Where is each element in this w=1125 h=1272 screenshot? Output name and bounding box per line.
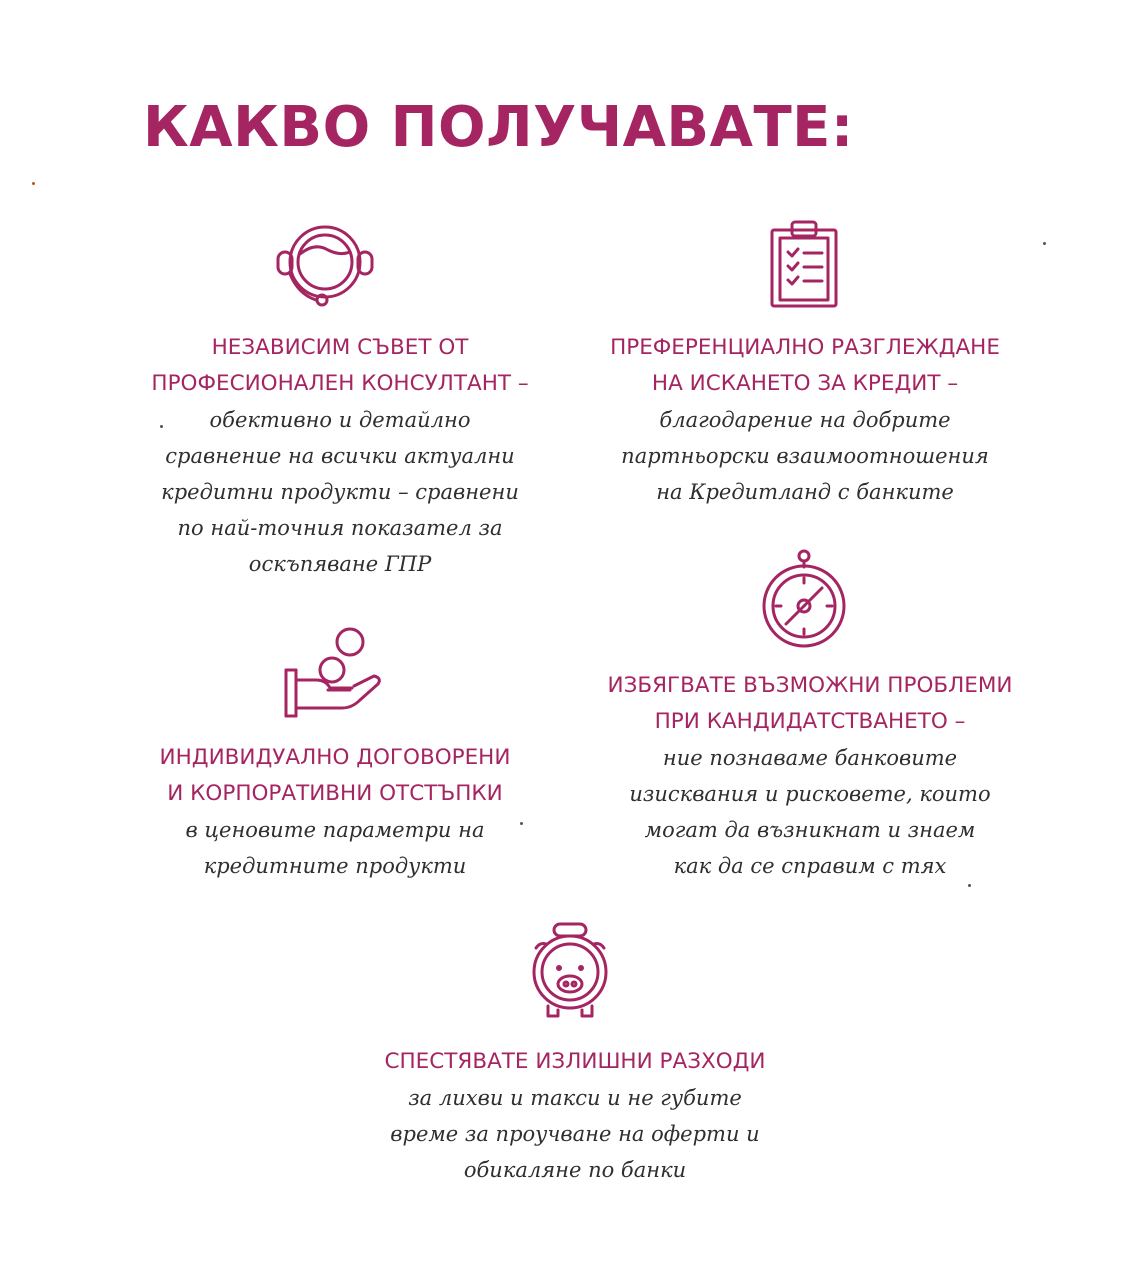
scan-speck	[520, 822, 523, 825]
benefit-savings	[340, 1044, 810, 1188]
hand-coins-icon	[282, 626, 386, 722]
benefit-description: за лихви и такси и не губите време за проучване на оферти и обикаляне по банки	[390, 1086, 760, 1182]
piggy-bank-icon	[526, 920, 614, 1020]
benefit-description: обективно и детайлно сравнение на всички актуални кредитни продукти – сравнени по най-точния показател за оскъпяване ГПР	[161, 408, 519, 576]
page-title: КАКВО ПОЛУЧАВАТЕ:	[143, 95, 854, 160]
benefit-preferential-review	[580, 330, 1030, 510]
scan-speck	[32, 182, 35, 185]
benefit-consultant	[110, 330, 570, 582]
compass-icon	[758, 548, 850, 648]
consultant-headset-icon	[270, 222, 380, 310]
benefit-heading: ПРЕФЕРЕНЦИАЛНО РАЗГЛЕЖДАНЕ НА ИСКАНЕТО ЗА КРЕДИТ –	[610, 335, 1000, 396]
benefit-description: в ценовите параметри на кредитните продукти	[185, 818, 485, 878]
benefit-heading: НЕЗАВИСИМ СЪВЕТ ОТ ПРОФЕСИОНАЛЕН КОНСУЛТАНТ –	[151, 335, 529, 396]
benefit-discounts	[110, 740, 560, 884]
benefit-heading: ИНДИВИДУАЛНО ДОГОВОРЕНИ И КОРПОРАТИВНИ ОТСТЪПКИ	[159, 745, 511, 806]
benefit-description: ние познаваме банковите изисквания и рисковете, които могат да възникнат и знаем как да се справим с тях	[629, 746, 991, 878]
scan-speck	[968, 884, 971, 887]
clipboard-checklist-icon	[768, 220, 840, 310]
benefit-heading: СПЕСТЯВАТЕ ИЗЛИШНИ РАЗХОДИ	[384, 1049, 766, 1074]
benefit-avoid-problems	[580, 668, 1040, 884]
scan-speck	[160, 425, 163, 428]
benefit-heading: ИЗБЯГВАТЕ ВЪЗМОЖНИ ПРОБЛЕМИ ПРИ КАНДИДАТСТВАНЕТО –	[607, 673, 1013, 734]
scan-speck	[1043, 242, 1046, 245]
benefit-description: благодарение на добрите партньорски взаимоотношения на Кредитланд с банките	[621, 408, 989, 504]
